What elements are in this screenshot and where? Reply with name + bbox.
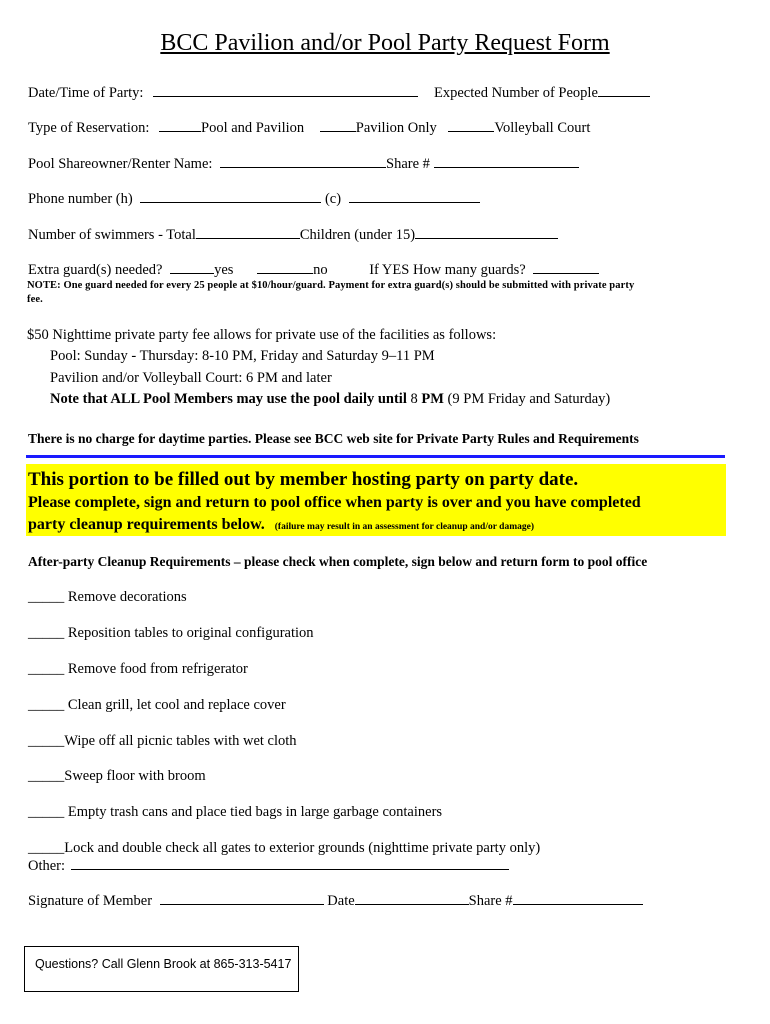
volleyball-option: Volleyball Court — [494, 120, 591, 136]
share-field[interactable] — [434, 155, 579, 168]
cleanup-item[interactable]: _____Wipe off all picnic tables with wet cloth — [28, 733, 297, 749]
expected-people-field[interactable] — [598, 84, 650, 97]
cleanup-item[interactable]: _____ Reposition tables to original configuration — [28, 625, 314, 641]
member-section-warning: (failure may result in an assessment for cleanup and/or damage) — [274, 522, 534, 532]
phone-h-label: Phone number (h) — [28, 191, 133, 207]
phone-c-label: (c) — [324, 191, 342, 207]
members-note-pm: PM — [421, 391, 444, 407]
swimmers-row — [28, 226, 558, 244]
expected-people-row — [434, 84, 650, 102]
contact-box — [24, 946, 299, 992]
cleanup-item[interactable]: _____ Clean grill, let cool and replace cover — [28, 697, 286, 713]
shareowner-row — [28, 155, 579, 173]
fee-intro: $50 Nighttime private party fee allows for private use of the facilities as follows: — [27, 327, 497, 343]
signature-share-field[interactable] — [513, 892, 643, 905]
member-section-instruction-2 — [28, 516, 534, 534]
other-label: Other: — [28, 858, 66, 874]
form-title: BCC Pavilion and/or Pool Party Request Form — [160, 30, 610, 56]
reservation-type-label: Type of Reservation: — [28, 120, 150, 136]
pavilion-only-option: Pavilion Only — [355, 120, 437, 136]
volleyball-field[interactable] — [448, 119, 494, 132]
daytime-note: There is no charge for daytime parties. Please see BCC web site for Private Party Rules and Requirements — [28, 431, 639, 446]
shareowner-label: Pool Shareowner/Renter Name: — [28, 156, 213, 172]
share-label: Share # — [386, 156, 430, 172]
fee-pavilion-hours: Pavilion and/or Volleyball Court: 6 PM and later — [50, 370, 332, 386]
guard-note: NOTE: One guard needed for every 25 people at $10/hour/guard. Payment for extra guard(s) should be submitted with private party fee. — [27, 280, 635, 305]
cleanup-item[interactable]: _____ Remove decorations — [28, 589, 187, 605]
signature-label: Signature of Member — [28, 893, 153, 909]
datetime-field[interactable] — [153, 84, 418, 97]
cleanup-heading: After-party Cleanup Requirements – please check when complete, sign below and return form to pool office — [28, 554, 648, 569]
children-field[interactable] — [415, 226, 558, 239]
phone-row — [28, 190, 480, 208]
contact-text: Questions? Call Glenn Brook at 865-313-5417 — [35, 957, 292, 971]
guard-label: Extra guard(s) needed? — [28, 262, 163, 278]
signature-share-label: Share # — [468, 893, 513, 909]
shareowner-field[interactable] — [220, 155, 386, 168]
guard-yes-option: yes — [214, 262, 234, 278]
pool-pavilion-field[interactable] — [159, 119, 201, 132]
fee-pool-hours: Pool: Sunday - Thursday: 8-10 PM, Friday and Saturday 9–11 PM — [50, 348, 435, 364]
pavilion-only-field[interactable] — [320, 119, 356, 132]
children-label: Children (under 15) — [299, 227, 416, 243]
members-note — [50, 391, 610, 408]
phone-c-field[interactable] — [349, 190, 480, 203]
other-row — [28, 857, 509, 875]
cleanup-item[interactable]: _____ Remove food from refrigerator — [28, 661, 248, 677]
guard-no-field[interactable] — [257, 261, 313, 274]
datetime-label: Date/Time of Party: — [28, 85, 144, 101]
phone-h-field[interactable] — [140, 190, 321, 203]
signature-row — [28, 892, 643, 910]
swimmers-total-field[interactable] — [196, 226, 300, 239]
members-note-bold: Note that ALL Pool Members may use the pool daily until — [50, 391, 407, 407]
other-field[interactable] — [71, 857, 509, 870]
member-section-heading: This portion to be filled out by member hosting party on party date. — [28, 469, 579, 490]
pool-pavilion-option: Pool and Pavilion — [201, 120, 305, 136]
date-label: Date — [327, 893, 355, 909]
guard-count-field[interactable] — [533, 261, 599, 274]
date-field[interactable] — [355, 892, 469, 905]
expected-people-label: Expected Number of People — [434, 85, 598, 101]
member-section-instruction-text: party cleanup requirements below. — [28, 516, 265, 533]
member-section-instruction: Please complete, sign and return to pool office when party is over and you have completed — [28, 494, 641, 511]
reservation-type-row — [28, 119, 590, 137]
guard-count-label: If YES How many guards? — [369, 262, 526, 278]
cleanup-item[interactable]: _____Sweep floor with broom — [28, 768, 206, 784]
members-note-time: 8 — [410, 391, 418, 407]
swimmers-total-label: Number of swimmers - Total — [28, 227, 196, 243]
cleanup-item[interactable]: _____Lock and double check all gates to exterior grounds (nighttime private party only) — [28, 840, 541, 856]
guard-no-option: no — [313, 262, 328, 278]
signature-field[interactable] — [160, 892, 324, 905]
guard-row — [28, 261, 599, 279]
guard-yes-field[interactable] — [170, 261, 214, 274]
section-divider — [26, 455, 725, 458]
members-note-rest: (9 PM Friday and Saturday) — [447, 391, 611, 407]
datetime-row — [28, 84, 418, 102]
cleanup-item[interactable]: _____ Empty trash cans and place tied bags in large garbage containers — [28, 804, 443, 820]
